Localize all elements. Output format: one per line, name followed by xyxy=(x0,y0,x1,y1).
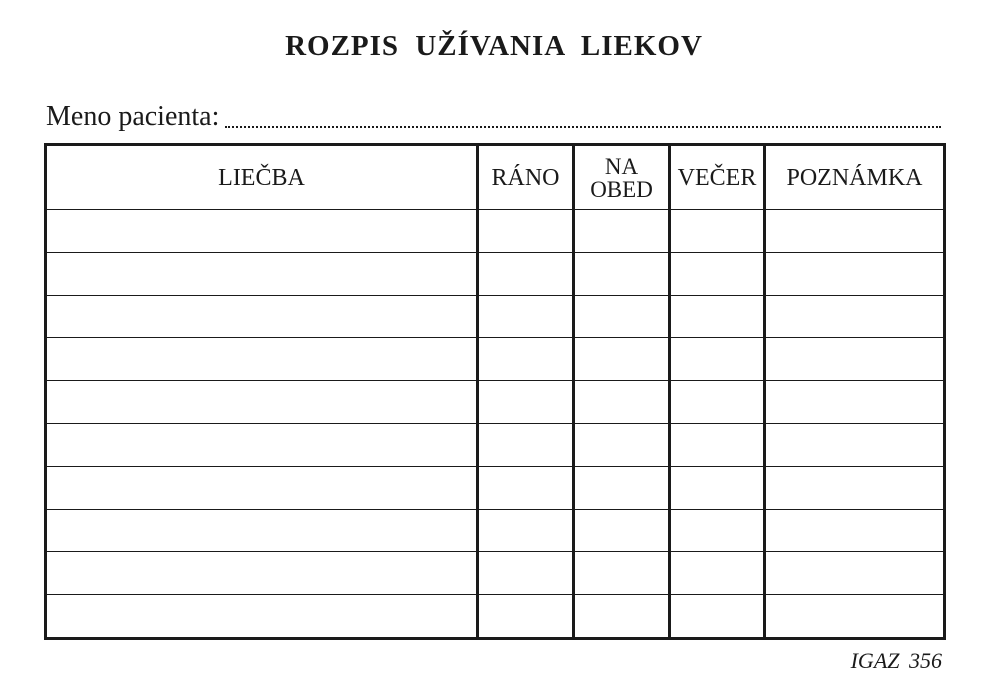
evening-cell[interactable] xyxy=(670,509,765,552)
note-cell[interactable] xyxy=(765,509,945,552)
header-noon-line2: OBED xyxy=(590,176,653,202)
evening-cell[interactable] xyxy=(670,552,765,595)
treatment-cell[interactable] xyxy=(46,252,478,295)
evening-cell[interactable] xyxy=(670,595,765,639)
header-note: POZNÁMKA xyxy=(765,145,945,210)
header-treatment: LIEČBA xyxy=(46,145,478,210)
patient-name-field[interactable] xyxy=(225,126,941,128)
table-row xyxy=(46,210,945,253)
noon-cell[interactable] xyxy=(574,295,670,338)
header-evening: VEČER xyxy=(670,145,765,210)
note-cell[interactable] xyxy=(765,295,945,338)
table-row xyxy=(46,423,945,466)
morning-cell[interactable] xyxy=(478,509,574,552)
note-cell[interactable] xyxy=(765,423,945,466)
table-header-row xyxy=(46,145,945,210)
morning-cell[interactable] xyxy=(478,595,574,639)
note-cell[interactable] xyxy=(765,595,945,639)
treatment-cell[interactable] xyxy=(46,509,478,552)
noon-cell[interactable] xyxy=(574,423,670,466)
note-cell[interactable] xyxy=(765,466,945,509)
note-cell[interactable] xyxy=(765,252,945,295)
treatment-cell[interactable] xyxy=(46,423,478,466)
treatment-cell[interactable] xyxy=(46,381,478,424)
header-morning: RÁNO xyxy=(478,145,574,210)
evening-cell[interactable] xyxy=(670,338,765,381)
noon-cell[interactable] xyxy=(574,466,670,509)
noon-cell[interactable] xyxy=(574,381,670,424)
note-cell[interactable] xyxy=(765,338,945,381)
morning-cell[interactable] xyxy=(478,295,574,338)
treatment-cell[interactable] xyxy=(46,338,478,381)
table-row xyxy=(46,595,945,639)
table-row xyxy=(46,252,945,295)
morning-cell[interactable] xyxy=(478,423,574,466)
evening-cell[interactable] xyxy=(670,210,765,253)
noon-cell[interactable] xyxy=(574,210,670,253)
noon-cell[interactable] xyxy=(574,595,670,639)
patient-name-row xyxy=(46,100,941,134)
table-row xyxy=(46,295,945,338)
table-body xyxy=(46,210,945,639)
noon-cell[interactable] xyxy=(574,509,670,552)
morning-cell[interactable] xyxy=(478,466,574,509)
table-row xyxy=(46,466,945,509)
medication-schedule-table xyxy=(44,143,946,640)
header-noon xyxy=(574,145,670,210)
treatment-cell[interactable] xyxy=(46,595,478,639)
morning-cell[interactable] xyxy=(478,210,574,253)
document-title: ROZPIS UŽÍVANIA LIEKOV xyxy=(285,30,703,62)
form-code: IGAZ 356 xyxy=(850,648,942,673)
table-row xyxy=(46,381,945,424)
table-row xyxy=(46,338,945,381)
treatment-cell[interactable] xyxy=(46,210,478,253)
evening-cell[interactable] xyxy=(670,466,765,509)
header-noon-line1: NA xyxy=(604,153,639,179)
noon-cell[interactable] xyxy=(574,252,670,295)
morning-cell[interactable] xyxy=(478,552,574,595)
evening-cell[interactable] xyxy=(670,423,765,466)
morning-cell[interactable] xyxy=(478,252,574,295)
treatment-cell[interactable] xyxy=(46,552,478,595)
table-row xyxy=(46,552,945,595)
note-cell[interactable] xyxy=(765,210,945,253)
evening-cell[interactable] xyxy=(670,252,765,295)
treatment-cell[interactable] xyxy=(46,295,478,338)
table-row xyxy=(46,509,945,552)
evening-cell[interactable] xyxy=(670,381,765,424)
noon-cell[interactable] xyxy=(574,552,670,595)
note-cell[interactable] xyxy=(765,381,945,424)
morning-cell[interactable] xyxy=(478,381,574,424)
evening-cell[interactable] xyxy=(670,295,765,338)
patient-name-label: Meno pacienta: xyxy=(46,101,220,132)
noon-cell[interactable] xyxy=(574,338,670,381)
morning-cell[interactable] xyxy=(478,338,574,381)
note-cell[interactable] xyxy=(765,552,945,595)
treatment-cell[interactable] xyxy=(46,466,478,509)
